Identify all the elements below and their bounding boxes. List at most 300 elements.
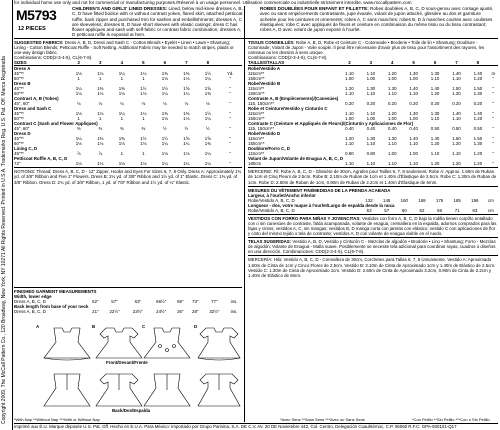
mercerie: MERCERIE: Fil; Robe A, B, C, D - Glissière de 30cm, Agrafes pour Tailles 6, 7, 8 seulement. Robe A: Approx. 1.60m de Ruban de 1cm et Cinq Fleurs de 2.5cm. Robe B: 2.10m de Ruban de 1cm et 1.40m d'Élastique de 2.5cm. Robe C: 1.30m de Ruban de 1cm. Robe D: 2.60m de Ruban de 1cm, 0.90m de Ruban de 2.2cm et 1.40m d'Élastique de 6mm. — [248, 169, 497, 185]
metric-cell: 1.10 — [366, 141, 376, 147]
telas-text: Vestido A, B, D, Vestido y Cinturón C - Mezclas de algodón • Brodorie • Lino • Shantung; Forro - Mezclas de algodón; Volante de Enagua - Malla suave. Posiblemente se necesite tela adicional para coordinar rayas, cuadros o diseños en una dirección. — [248, 239, 496, 255]
yardage-cell: 72" — [14, 161, 21, 167]
finished-value: 57" — [111, 299, 118, 304]
dress-d-back-drawing — [198, 374, 240, 406]
metric-cell: 115cm** — [248, 71, 265, 77]
yardage-cell: 1⅛ — [161, 151, 168, 157]
yardage-cell: 1⅜ — [97, 86, 104, 92]
yardage-size-cell: 6 — [154, 60, 176, 66]
yardage-cell: 45", 60" — [14, 126, 30, 132]
metric-cell: 1.30 — [409, 111, 418, 117]
yardage-cell: 1½ — [204, 71, 211, 77]
metric-cell: 115, 150cm** — [248, 101, 275, 107]
metric-finished-sub: Robe/Vestido A, B, C, D — [248, 207, 295, 213]
metric-cell: 1.30 — [430, 111, 440, 117]
metric-finished-value: 71 — [454, 207, 460, 213]
metric-cell: 1.10 — [452, 76, 461, 82]
metric-finished-value: 66 — [437, 207, 443, 213]
yardage-cell: ⅞ — [98, 151, 103, 157]
yardage-cell: 1¼ — [183, 141, 190, 147]
finished-value: 32½" — [209, 309, 220, 314]
spanish-description — [248, 214, 498, 236]
metric-finished-value: 62 — [419, 207, 425, 213]
metric-cell: 1.10 — [366, 71, 376, 77]
finished-value: 63" — [134, 299, 142, 304]
metric-finished-value: 145 — [383, 197, 391, 203]
yardage-cell: 1¼ — [204, 76, 211, 82]
yardage-cell: 1⅛ — [118, 91, 125, 97]
yardage-cell: " — [229, 141, 232, 147]
yardage-cell: 1⅛ — [118, 161, 125, 167]
tissus-conseilles — [248, 40, 498, 55]
metric-cell: 1.30 — [430, 71, 440, 77]
yardage-group-label: Dress B — [14, 81, 31, 87]
finished-label: Back length from base of your neck — [14, 304, 89, 309]
dress-d-front-drawing — [198, 328, 240, 360]
yardage-size-cell: 8 — [197, 60, 219, 66]
dress-a-back-drawing — [44, 374, 90, 406]
yardage-cell: ⅜ — [119, 126, 124, 132]
yardage-table — [14, 60, 242, 166]
metric-cell: 1.20 — [430, 91, 440, 97]
finished-value: 52" — [92, 299, 99, 304]
metric-cell: 1.10 — [387, 161, 397, 167]
dress-b-front-drawing — [96, 328, 142, 358]
yardage-cell: 1½ — [140, 86, 147, 92]
yardage-cell: 1⅛ — [97, 161, 104, 167]
yardage-cell: 1¼ — [204, 116, 211, 122]
metric-cell: 1.20 — [452, 141, 461, 147]
metric-cell: 1.10 — [345, 161, 354, 167]
yardage-cell: ⅛ — [141, 101, 146, 107]
yardage-cell: 1¼ — [161, 91, 168, 97]
metric-cell: 0.40 — [345, 126, 354, 132]
metric-finished-value: 57 — [384, 207, 390, 213]
yardage-group-label: Dress A — [14, 66, 31, 72]
metric-cell: 1.20 — [473, 151, 483, 157]
metric-cell: 1.30 — [473, 91, 483, 97]
yardage-cell: ⅛ — [98, 101, 103, 107]
metric-group-label: Robe/Vestido B — [248, 81, 281, 87]
metric-size-cell: 5 — [403, 60, 424, 66]
metric-cell: 1.00 — [366, 76, 376, 82]
metric-cell: 1.10 — [430, 76, 440, 82]
metric-cell: 150cm** — [248, 141, 265, 147]
finished-sub: Dress A, B, C, D — [14, 299, 46, 304]
description-english — [72, 6, 244, 38]
yardage-cell: 1¼ — [75, 136, 82, 142]
metric-cell: 180cm — [248, 161, 262, 167]
metric-finished-unit: cm — [487, 207, 494, 213]
yardage-cell: " — [229, 76, 232, 82]
metric-cell: 1.10 — [366, 91, 376, 97]
metric-finished-value: 132 — [365, 197, 373, 203]
yardage-cell: 1¼ — [161, 161, 168, 167]
metric-group-label: Doublure/Forro C, D — [248, 146, 290, 152]
metric-cell: 1.20 — [452, 161, 461, 167]
yardage-cell: 1 — [142, 76, 145, 82]
metric-cell: " — [492, 126, 495, 132]
yardage-cell: " — [229, 111, 232, 117]
metric-group-label: Robe/Vestido D — [248, 131, 281, 137]
yardage-cell: " — [229, 101, 232, 107]
finished-value: 69" — [177, 299, 184, 304]
metric-finished-value: 169 — [418, 197, 426, 203]
yardage-cell: 1 — [99, 76, 102, 82]
metric-size-cell: 4 — [382, 60, 403, 66]
yardage-cell: 1⅜ — [118, 136, 125, 142]
metric-cell: 1.30 — [387, 136, 397, 142]
dress-b-back-drawing — [96, 374, 142, 406]
fabrics-text: Dress A, B, D, Dress and Sash C - Cotton Blends • Eyelet • Linen • Lawn • Shantung; Lining - Cotton Blends; Petticoat Ruffle - Soft Netting. Additional Fabric may be needed to match stripes, plaids or one-way design fabric. — [14, 40, 234, 56]
metric-cell: 1.30 — [409, 71, 418, 77]
yardage-cell: 1⅛ — [140, 91, 147, 97]
yardage-cell: 1⅛ — [75, 111, 82, 117]
combinaisons-text: CDD(2-3-4-5), CL(6-7-8). — [278, 55, 328, 61]
fabrics-title: SUGGESTED FABRICS: — [14, 40, 64, 45]
metric-cell: 1.00 — [387, 151, 397, 157]
yardage-cell: 1⅛ — [140, 141, 147, 147]
metric-finished-title: MESURES DU VÊTEMENT FINI/MEDIDAS DE LA PRENDA ACABADA — [248, 186, 498, 193]
metric-cell: 1.10 — [387, 91, 397, 97]
yardage-cell: 1⅜ — [204, 141, 211, 147]
metric-cell: 1.40 — [430, 86, 440, 92]
metric-cell: 1.10 — [409, 141, 418, 147]
yardage-cell: 1⅛ — [183, 151, 190, 157]
yardage-row — [14, 161, 242, 166]
yardage-group-label: Contrast A, B (Yokes) — [14, 96, 59, 102]
dress-a-front-drawing — [44, 328, 90, 360]
yardage-cell: ⅛ — [162, 101, 167, 107]
yardage-cell: 60"** — [14, 91, 24, 97]
yardage-cell: 1⅜ — [161, 71, 168, 77]
metric-cell: 1.20 — [430, 161, 440, 167]
yardage-cell: 1 — [142, 151, 145, 157]
metric-cell: 1.00 — [409, 116, 418, 122]
combinations: Combinations: CDD(2-3-4-5), CL(6-7-8). — [14, 55, 93, 61]
yardage-cell: 45"** — [14, 151, 24, 157]
nap-footnote: *With Nap **Without Nap ***With or Without Nap — [14, 417, 100, 422]
metric-cell: " — [492, 161, 495, 167]
metric-cell: 1.40 — [409, 136, 418, 142]
yardage-cell: " — [229, 161, 232, 167]
nap-footnote-fr: *Avec Sens **Sans Sens ***Avec ou Sans Sens — [280, 417, 365, 422]
yardage-cell: 1⅛ — [97, 91, 104, 97]
metric-cell: " — [492, 91, 495, 97]
metric-finished-value: 53 — [366, 207, 372, 213]
bottom-notice: Imprimé aux É.U. Marque déposée U.S. Pat. Off. Hecho en E.U.A. Para México: Importado por Grupo Parisina, S.A. DE C.V. AV. 20 DE Noviembre 442, Col. Centro, Delegación Cuauhtémoc, C.P. 06060 R.F.C. GPA-930101-Q17 — [14, 423, 498, 429]
view-letter-d: D — [194, 324, 198, 329]
metric-cell: 1.30 — [387, 86, 397, 92]
yardage-cell: 1⅛ — [75, 141, 82, 147]
metric-cell: 1.10 — [345, 141, 354, 147]
metric-cell: 0.20 — [409, 101, 418, 107]
combinaisons-title: Combinaisons: — [248, 55, 278, 61]
metric-row — [248, 161, 498, 166]
metric-cell: 0.20 — [452, 101, 461, 107]
metric-cell: 0.80 — [366, 151, 376, 157]
metric-group-label: Volant de Jupon/Volante de Enagua A, B, C, D — [248, 156, 344, 162]
metric-cell: 1.50 — [452, 86, 461, 92]
metric-group-label: Robe et Ceinture/Vestido y Cinturón C — [248, 106, 328, 112]
metric-cell: 1.20 — [452, 91, 461, 97]
metric-cell: 1.20 — [345, 86, 354, 92]
metric-cell: " — [492, 141, 495, 147]
finished-label: Width, lower edge — [14, 294, 52, 299]
metric-cell: 1.20 — [345, 136, 354, 142]
finished-value: 26" — [177, 309, 184, 314]
metric-cell: 115cm** — [248, 151, 265, 157]
finished-value: 77" — [211, 299, 218, 304]
yardage-cell: Yd. — [227, 71, 234, 77]
finished-value: 28" — [192, 309, 199, 314]
metric-cell: m — [491, 71, 496, 77]
yardage-cell: 1⅛ — [75, 161, 82, 167]
finished-table — [14, 294, 242, 314]
description-text: Lined, below mid-knee dresses A, B, C, D have fitted bodice with or without contrast yokes, flared skirt, attached petticoat ruffle, back zipper and purchased trim for sashes and embellishments; dresses A, C are sleeveless; dresses B, D have short sleeves with elastic casings; dress C has flower appliques and sash with self-fabric or contrast fabric combination; dresses A, D petticoat ruffle is exposed at hem. — [72, 6, 243, 38]
yardage-cell: 1⅛ — [161, 76, 168, 82]
yardage-cell: 1 — [142, 116, 145, 122]
french-spanish-column — [248, 40, 498, 278]
dress-drawings — [14, 322, 242, 416]
telas-combinations: Combinaciones: CDD(2-3-4-5), CL(6-7-8). — [282, 249, 365, 255]
yardage-group-label: Contrast C (Sash and Flower Appliques) — [14, 121, 98, 127]
finished-title: FINISHED GARMENT MEASUREMENTS — [14, 287, 242, 294]
yardage-group-label: Dress D — [14, 131, 31, 137]
metric-size-cell: 8 — [467, 60, 488, 66]
metric-group-label: Robe/Vestido A — [248, 66, 281, 72]
finished-value: 23½" — [132, 309, 143, 314]
metric-cell: 1.20 — [473, 116, 483, 122]
copyright-sidebar — [0, 0, 13, 430]
metric-cell: 115cm** — [248, 136, 265, 142]
metric-finished-value: 185 — [453, 197, 461, 203]
metric-finished-unit: cm — [487, 197, 494, 203]
metric-cell: 1.20 — [430, 141, 440, 147]
yardage-cell: 1⅛ — [75, 91, 82, 97]
yardage-cell: 1⅛ — [161, 116, 168, 122]
yardage-cell: 1⅛ — [140, 161, 147, 167]
spanish-text: Vestidos con forro A, B, C, D bajo la rodilla tienen corpiño entallado con o sin canesúes de contraste, falda acampanada, volante de enagua, cremallera en la espalda, adornos comprados para las fajas y cintos; vestidos A, C, sin mangas; vestidos B, D manga corta con jaretas con elástico; vestido C con aplicaciones de flor y cinto del mismo tejido o tela de contraste; vestidos A, D con volante de enagua visible en el ruedo. — [248, 215, 497, 237]
yardage-cell: 1 — [120, 151, 124, 157]
yardage-cell: 1¼ — [183, 161, 190, 167]
metric-cell: 1.00 — [387, 116, 397, 122]
metric-cell: 1.30 — [473, 141, 483, 147]
suggested-fabrics — [14, 40, 242, 55]
metric-cell: 0.40 — [409, 126, 418, 132]
metric-cell: 115cm** — [248, 86, 265, 92]
yardage-cell: ⅜ — [98, 126, 103, 132]
yardage-cell: ⅛ — [119, 101, 124, 107]
metric-cell: 0.50 — [430, 126, 440, 132]
yardage-cell: 1⅝ — [183, 86, 190, 92]
back-label: Back/Dos/Espalda — [112, 408, 151, 413]
yardage-cell: 45"** — [14, 111, 24, 117]
metric-cell: 1.50 — [473, 136, 483, 142]
metric-cell: 1.00 — [387, 76, 397, 82]
metric-size-cell: 7 — [446, 60, 467, 66]
yardage-cell: " — [229, 136, 232, 142]
metric-finished-value: 83 — [472, 207, 478, 213]
metric-cell: " — [492, 136, 495, 142]
metric-finished-label: Largeur, à l'ourlet/Ancho inferior — [248, 192, 316, 198]
metric-cell: 1.20 — [387, 111, 397, 117]
finished-value: 73" — [192, 299, 199, 304]
yardage-cell: 1¼ — [118, 71, 125, 77]
yardage-cell: 1⅜ — [97, 136, 104, 142]
yardage-cell: 1⅛ — [97, 141, 104, 147]
yardage-cell: 1½ — [204, 111, 211, 117]
yardage-cell: " — [229, 151, 232, 157]
metric-finished-value: 160 — [400, 197, 408, 203]
yardage-group-label: Petticoat Ruffle A, B, C, D — [14, 156, 68, 162]
yardage-cell: ⅜ — [76, 126, 81, 132]
metric-cell: 115cm** — [248, 111, 265, 117]
yardage-cell: 1⅛ — [97, 71, 104, 77]
yardage-cell: 1 — [99, 116, 102, 122]
yardage-cell: 1⅛ — [183, 76, 190, 82]
tissus-title: TISSUS CONSEILLÉS: — [248, 40, 295, 45]
yardage-cell: 1⅜ — [183, 111, 190, 117]
metric-cell: 1.30 — [366, 136, 376, 142]
yardage-cell: " — [229, 116, 232, 122]
finished-unit: ins. — [230, 309, 238, 314]
dress-c-front-drawing — [144, 328, 190, 358]
pattern-number: M5793 — [16, 7, 57, 23]
metric-cell: 1.10 — [430, 151, 440, 157]
yardage-cell: " — [229, 91, 232, 97]
metric-cell: 1.20 — [387, 71, 397, 77]
yardage-cell: 1¼ — [140, 71, 147, 77]
merceria: MERCERÍA: Hilo; Vestido A, B, C, D - Cremallera de 30cm, Corchetes para Tallas 6, 7, 8 Únicamente. Vestido A: Aproximado 1.60m de Cinta de 1cm y Cinco Flores de 2.5cm. Vestido B: 2.10m de Cinta de Aproximado 1cm y 1.40m de Elástico de 2.5cm. Vestido C: 1.30m de Cinta de Aproximado 1cm. Vestido D: 2.60m de Cinta de Aproximado 3.2cm, 0.90m de Cinta de 2.2cm y 1.40m de Elástico de 6mm. — [248, 255, 498, 277]
finished-unit: ins. — [230, 299, 238, 304]
metric-cell: 1.10 — [345, 111, 354, 117]
metric-group-label: Contraste A, B (Empiècements)/(Canesúes) — [248, 96, 339, 102]
yardage-cell: 1⅜ — [118, 86, 125, 92]
yardage-group-label: Dress and Sash C — [14, 106, 52, 112]
yardage-cell: 1 — [77, 76, 80, 82]
metric-cell: " — [492, 116, 495, 122]
metric-cell: 1.30 — [366, 86, 376, 92]
yardage-cell: ⅞ — [76, 151, 81, 157]
metric-cell: 0.20 — [366, 101, 376, 107]
finished-value: 24½" — [156, 309, 167, 314]
metric-finished-label: Longueur - dos, votre nuque à l'ourlet/Largo de espalda desde la nuca — [248, 202, 395, 208]
yardage-cell: 60"** — [14, 141, 24, 147]
metric-cell: 1.20 — [473, 76, 483, 82]
yardage-cell: 1¼ — [140, 111, 147, 117]
yardage-cell: ⅛ — [206, 101, 210, 107]
yardage-cell: 45"** — [14, 86, 24, 92]
view-letter-a: A — [36, 324, 40, 329]
telas-sugeridas — [248, 237, 498, 254]
metric-group-label: Contraste C (Ceinture et Appliqués de Fleurs)/(Cinturón y Aplicaciones de Flor) — [248, 121, 414, 127]
metric-cell: 1.10 — [366, 111, 376, 117]
metric-finished-value: 196 — [471, 197, 479, 203]
finished-sub: Dress A, B, C, D — [14, 309, 46, 314]
metric-cell: 1.10 — [430, 116, 440, 122]
yardage-cell: 1⅛ — [183, 116, 190, 122]
yardage-cell: 1⅜ — [183, 71, 190, 77]
metric-cell: 1.40 — [430, 136, 440, 142]
yardage-cell: 1¼ — [204, 151, 211, 157]
header — [14, 6, 498, 39]
yardage-cell: 1½ — [140, 136, 147, 142]
yardage-cell: 1¼ — [183, 91, 190, 97]
yardage-cell: 1½ — [161, 86, 168, 92]
metric-cell: 1.40 — [409, 86, 418, 92]
metric-finished-row — [248, 208, 498, 213]
yardage-cell: ½ — [162, 126, 167, 132]
view-letter-c: C — [142, 324, 146, 329]
metric-cell: 0.20 — [473, 101, 483, 107]
metric-cell: 1.40 — [452, 71, 461, 77]
yardage-cell: " — [229, 126, 232, 132]
yardage-cell: ⅛ — [184, 101, 189, 107]
metric-cell: 1.00 — [345, 76, 354, 82]
metric-cell: " — [492, 101, 495, 107]
metric-cell: 1.10 — [452, 116, 461, 122]
metric-cell: 0.20 — [387, 101, 397, 107]
yardage-cell: 1⅛ — [118, 141, 125, 147]
yardage-cell: 1 — [120, 76, 124, 82]
metric-cell: 1.10 — [366, 161, 376, 167]
yardage-cell: ½ — [184, 126, 189, 132]
yardage-cell: 1 — [120, 116, 124, 122]
metric-cell: 115, 150cm** — [248, 126, 275, 132]
metric-cell: " — [492, 76, 495, 82]
metric-cell: 0.40 — [366, 126, 376, 132]
metric-cell: 0.40 — [387, 126, 397, 132]
finished-measurements — [14, 286, 242, 314]
column-divider — [244, 6, 245, 422]
metric-cell: 0.50 — [452, 126, 461, 132]
metric-cell: 1.50 — [452, 136, 461, 142]
description-text-fr: Robes doublées A, B, C, D sous-genou avec corsage ajusté, avec ou sans empiècements contrastants, jupe évasée, volant de jupon attaché, glissière au dos et garniture achetée pour les ceintures et ornements; robes A, C sans manches; robes B, D à manches courtes avec coulisses élastiquées; robe C avec appliqués de fleurs et ceinture en combinaison du même tissu ou du tissu contrastant; robes A, D avec volant de jupon exposé à l'ourlet. — [260, 6, 494, 33]
metric-finished-table — [248, 193, 498, 213]
dress-c-back-drawing — [144, 374, 190, 406]
yardage-cell: ⅛ — [76, 101, 81, 107]
pattern-logo — [14, 6, 58, 38]
description-title: CHILDREN'S AND GIRLS' LINED DRESSES: — [72, 6, 168, 11]
finished-value: 66½" — [156, 299, 167, 304]
metric-finished-value: 60 — [401, 207, 407, 213]
metric-cell: " — [492, 111, 495, 117]
metric-cell: 1.50 — [473, 86, 483, 92]
spanish-title: VESTIDOS CON FORRO PARA NIÑAS Y JOVENCITAS: — [248, 215, 361, 221]
yardage-group-label: Lining C, D — [14, 146, 38, 152]
tissus-text: Robe A, B, D, Robe et Ceinture C - Cotonnade • Broderie • Toile de lin • Shantung; Doublure - Cotonnade; Volant de Jupon - Voile souple. Il peut être nécessaire d'avoir plus de tissu pour l'assortiment des rayures, les carreaux ou les dessins à sens unique. — [248, 40, 485, 56]
metric-cell: 0.80 — [345, 151, 354, 157]
yardage-size-cell: 7 — [176, 60, 198, 66]
metric-size-cell: 6 — [424, 60, 445, 66]
yardage-cell: 1⅝ — [204, 136, 211, 142]
yardage-cell: 45"** — [14, 136, 24, 142]
description-title-fr: ROBES DOUBLÉES POUR ENFANT ET FILLETTE: — [260, 6, 369, 11]
metric-cell: 1.40 — [452, 111, 461, 117]
metric-cell: 0.20 — [430, 101, 440, 107]
view-letter-b: B — [92, 324, 96, 329]
yardage-cell: 1¼ — [118, 111, 125, 117]
metric-size-cell: 3 — [360, 60, 381, 66]
metric-cell: 1.00 — [345, 116, 354, 122]
front-label: Front/Devant/Frente — [106, 360, 148, 365]
metric-cell: 0.20 — [345, 101, 354, 107]
metric-cell: 150cm** — [248, 116, 265, 122]
metric-size-cell: 2 — [339, 60, 360, 66]
notions: NOTIONS: Thread; Dress A, B, C, D - 12" Zipper, Hooks and Eyes For Sizes 6, 7, 8 Only. Dress A: Approximately 1¾ yd. of 3/8" Ribbon and Five 1" Flowers. Dress B: 2¼ yd. of 3/8" Ribbon and 1½ yd. of 1" Elastic. Dress C: 1⅜ yd. of 3/8" Ribbon. Dress D: 2¾ yd. of 3/8" Ribbon, 1 yd. of 7/8" Ribbon and 1½ yd. of ¼" Elastic. — [14, 169, 242, 185]
yardage-cell: 1⅜ — [161, 111, 168, 117]
